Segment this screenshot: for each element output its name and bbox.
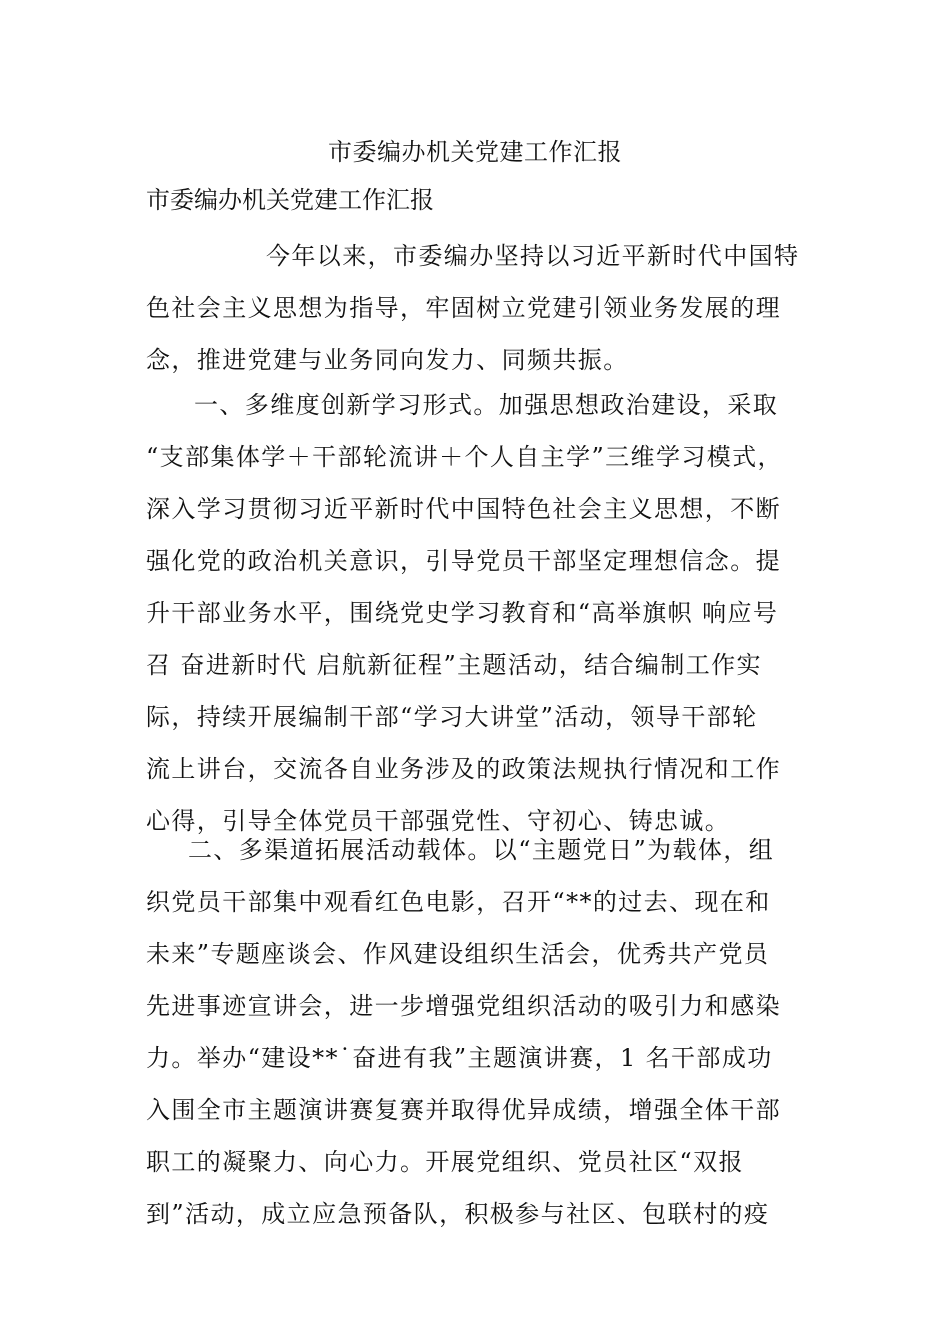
paragraph-line: 入围全市主题演讲赛复赛并取得优异成绩，增强全体干部 — [146, 1096, 781, 1124]
paragraph-line: 色社会主义思想为指导，牢固树立党建引领业务发展的理 — [146, 294, 781, 322]
paragraph-line: 力。举办“建设**˙奋进有我”主题演讲赛，1 名干部成功 — [146, 1044, 773, 1072]
paragraph-line: 流上讲台，交流各自业务涉及的政策法规执行情况和工作 — [146, 755, 781, 783]
paragraph-line: 心得，引导全体党员干部强党性、守初心、铸忠诚。 — [146, 807, 731, 835]
document-title: 市委编办机关党建工作汇报 — [328, 138, 622, 166]
paragraph-intro — [146, 230, 808, 386]
paragraph-section-two — [146, 824, 808, 1240]
paragraph-line: 二、多渠道拓展活动载体。以“主题党日”为载体，组 — [188, 836, 775, 864]
paragraph-line: 一、多维度创新学习形式。加强思想政治建设，采取 — [194, 391, 779, 419]
paragraph-line: 职工的凝聚力、向心力。开展党组织、党员社区“双报 — [146, 1148, 744, 1176]
paragraph-line: 先进事迹宣讲会，进一步增强党组织活动的吸引力和感染 — [146, 992, 781, 1020]
paragraph-line: 未来”专题座谈会、作风建设组织生活会，优秀共产党员 — [146, 940, 770, 968]
paragraph-line: 升干部业务水平，围绕党史学习教育和“高举旗帜 响应号 — [146, 599, 779, 627]
paragraph-line: “支部集体学＋干部轮流讲＋个人自主学”三维学习模式， — [146, 443, 783, 471]
paragraph-line: 念，推进党建与业务同向发力、同频共振。 — [146, 346, 629, 374]
paragraph-line: 召 奋进新时代 启航新征程”主题活动，结合编制工作实 — [146, 651, 762, 679]
paragraph-line: 际，持续开展编制干部“学习大讲堂”活动，领导干部轮 — [146, 703, 758, 731]
document-subtitle: 市委编办机关党建工作汇报 — [146, 186, 434, 214]
paragraph-line: 强化党的政治机关意识，引导党员干部坚定理想信念。提 — [146, 547, 781, 575]
paragraph-line: 到”活动，成立应急预备队，积极参与社区、包联村的疫 — [146, 1200, 770, 1228]
paragraph-line: 深入学习贯彻习近平新时代中国特色社会主义思想，不断 — [146, 495, 781, 523]
paragraph-line: 织党员干部集中观看红色电影，召开“**的过去、现在和 — [146, 888, 771, 916]
paragraph-line: 今年以来，市委编办坚持以习近平新时代中国特 — [266, 242, 800, 270]
paragraph-section-one — [146, 379, 808, 847]
